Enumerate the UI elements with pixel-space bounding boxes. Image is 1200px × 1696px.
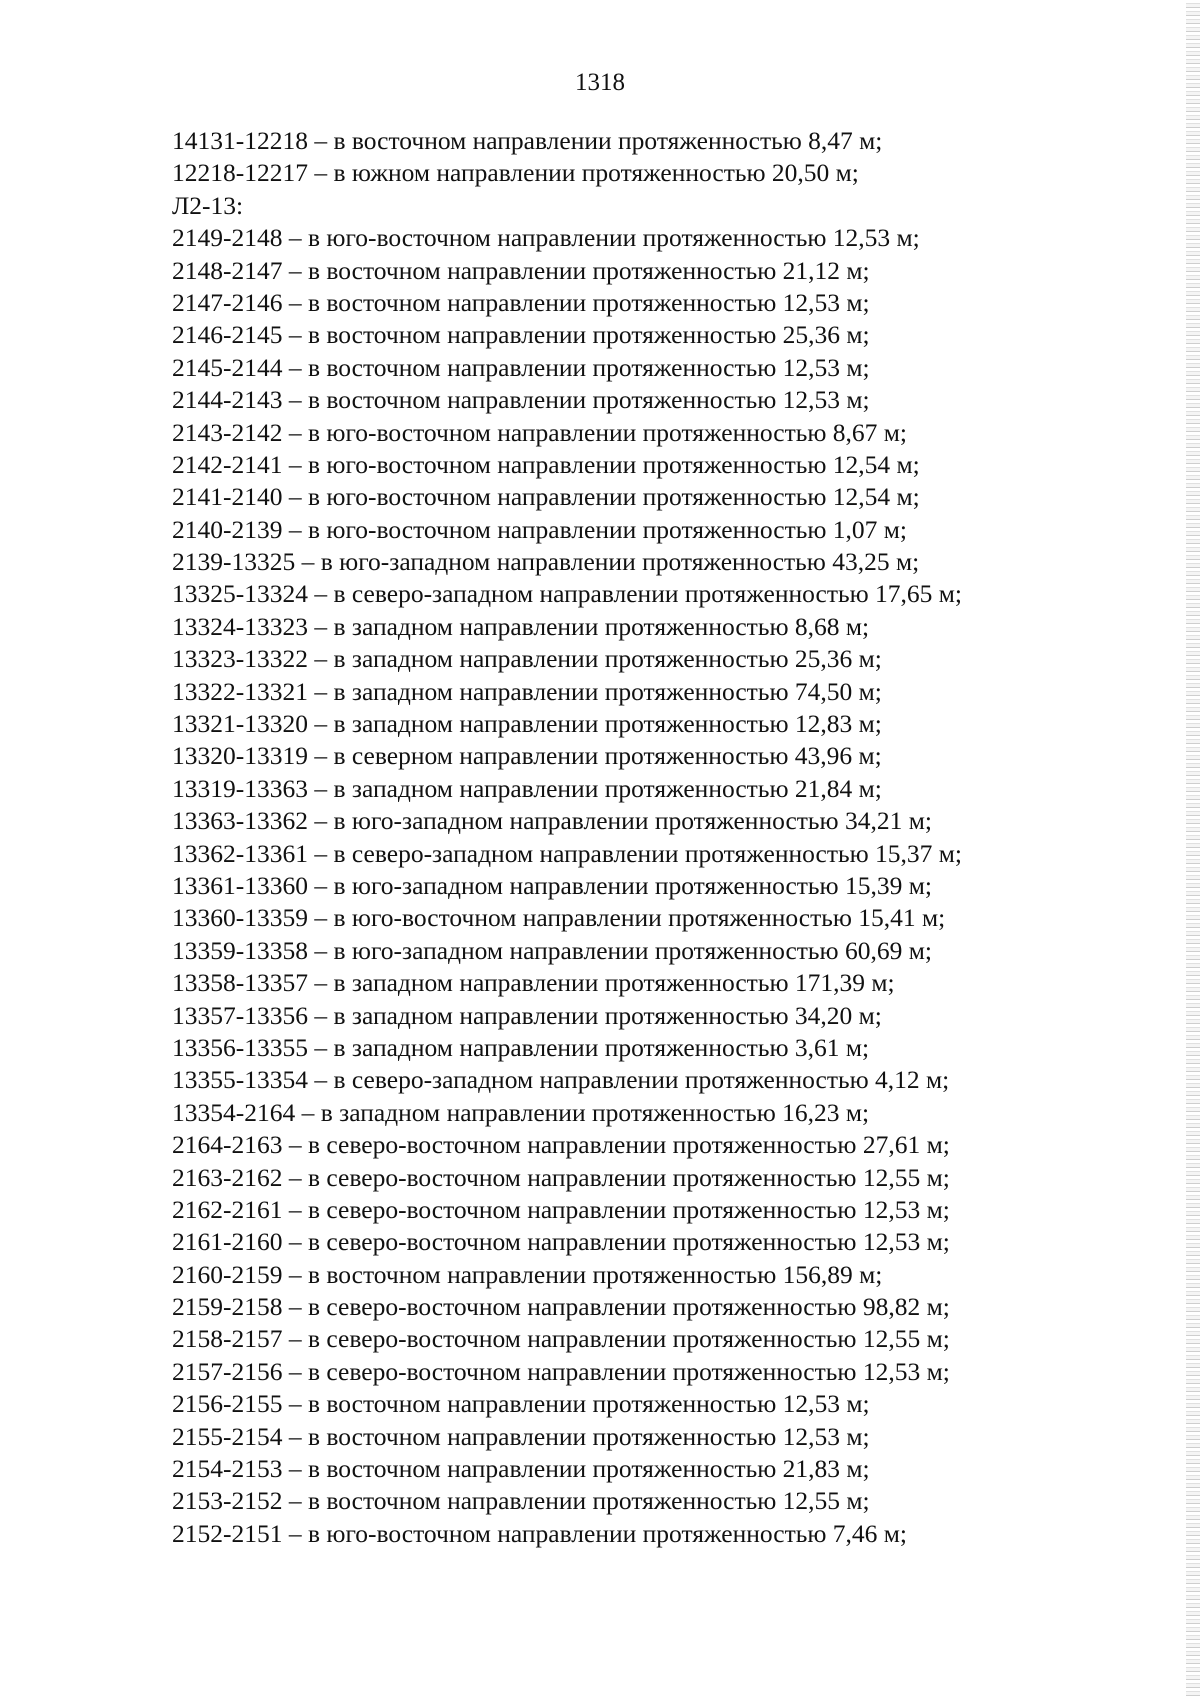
list-item: 13323-13322 – в западном направлении протяженностью 25,36 м; xyxy=(172,644,882,674)
list-item: 2139-13325 – в юго-западном направлении протяженностью 43,25 м; xyxy=(172,547,920,577)
list-item: 2156-2155 – в восточном направлении протяженностью 12,53 м; xyxy=(172,1389,870,1419)
list-item: 13321-13320 – в западном направлении протяженностью 12,83 м; xyxy=(172,709,882,739)
list-item: 2141-2140 – в юго-восточном направлении протяженностью 12,54 м; xyxy=(172,482,920,512)
list-item: 13361-13360 – в юго-западном направлении протяженностью 15,39 м; xyxy=(172,870,932,900)
list-item: 2149-2148 – в юго-восточном направлении протяженностью 12,53 м; xyxy=(172,223,920,253)
list-item: 2147-2146 – в восточном направлении протяженностью 12,53 м; xyxy=(172,287,870,317)
list-item: 2145-2144 – в восточном направлении протяженностью 12,53 м; xyxy=(172,352,870,382)
list-item: 2153-2152 – в восточном направлении протяженностью 12,55 м; xyxy=(172,1486,870,1516)
list-item: 12218-12217 – в южном направлении протяженностью 20,50 м; xyxy=(172,158,859,188)
list-item: 13319-13363 – в западном направлении протяженностью 21,84 м; xyxy=(172,773,882,803)
list-item: 2162-2161 – в северо-восточном направлении протяженностью 12,53 м; xyxy=(172,1194,950,1224)
list-item: 2154-2153 – в восточном направлении протяженностью 21,83 м; xyxy=(172,1454,870,1484)
list-item: 13322-13321 – в западном направлении протяженностью 74,50 м; xyxy=(172,676,882,706)
page-number: 1318 xyxy=(575,69,625,96)
list-item: 14131-12218 – в восточном направлении протяженностью 8,47 м; xyxy=(172,126,883,155)
list-item: 13359-13358 – в юго-западном направлении протяженностью 60,69 м; xyxy=(172,935,932,965)
list-item: 2155-2154 – в восточном направлении протяженностью 12,53 м; xyxy=(172,1421,870,1451)
section-label: Л2-13: xyxy=(172,190,244,220)
boundary-description-list xyxy=(172,125,1132,1550)
list-item: 2164-2163 – в северо-восточном направлении протяженностью 27,61 м; xyxy=(172,1130,950,1160)
list-item: 2158-2157 – в северо-восточном направлении протяженностью 12,55 м; xyxy=(172,1324,950,1354)
list-item: 13363-13362 – в юго-западном направлении протяженностью 34,21 м; xyxy=(172,806,932,836)
list-item: 13320-13319 – в северном направлении протяженностью 43,96 м; xyxy=(172,741,882,771)
list-item: 13357-13356 – в западном направлении протяженностью 34,20 м; xyxy=(172,1000,882,1030)
list-item: 13358-13357 – в западном направлении протяженностью 171,39 м; xyxy=(172,968,895,998)
list-item: 13325-13324 – в северо-западном направлении протяженностью 17,65 м; xyxy=(172,579,962,609)
list-item: 13354-2164 – в западном направлении протяженностью 16,23 м; xyxy=(172,1097,870,1127)
list-item: 2161-2160 – в северо-восточном направлении протяженностью 12,53 м; xyxy=(172,1227,950,1257)
list-item: 2157-2156 – в северо-восточном направлении протяженностью 12,53 м; xyxy=(172,1356,950,1386)
scan-edge-artifact xyxy=(1186,0,1200,1696)
list-item: 2140-2139 – в юго-восточном направлении протяженностью 1,07 м; xyxy=(172,514,908,544)
list-item: 2143-2142 – в юго-восточном направлении протяженностью 8,67 м; xyxy=(172,417,908,447)
list-item: 13362-13361 – в северо-западном направлении протяженностью 15,37 м; xyxy=(172,838,962,868)
list-item: 2159-2158 – в северо-восточном направлении протяженностью 98,82 м; xyxy=(172,1292,950,1322)
list-item: 13324-13323 – в западном направлении протяженностью 8,68 м; xyxy=(172,611,870,641)
list-item: 2152-2151 – в юго-восточном направлении протяженностью 7,46 м; xyxy=(172,1518,908,1548)
list-item: 2142-2141 – в юго-восточном направлении протяженностью 12,54 м; xyxy=(172,449,920,479)
list-item: 2144-2143 – в восточном направлении протяженностью 12,53 м; xyxy=(172,385,870,415)
list-item: 13356-13355 – в западном направлении протяженностью 3,61 м; xyxy=(172,1032,870,1062)
list-item: 2146-2145 – в восточном направлении протяженностью 25,36 м; xyxy=(172,320,870,350)
list-item: 2163-2162 – в северо-восточном направлении протяженностью 12,55 м; xyxy=(172,1162,950,1192)
list-item: 13360-13359 – в юго-восточном направлении протяженностью 15,41 м; xyxy=(172,903,946,933)
list-item: 13355-13354 – в северо-западном направлении протяженностью 4,12 м; xyxy=(172,1065,950,1095)
list-item: 2148-2147 – в восточном направлении протяженностью 21,12 м; xyxy=(172,255,870,285)
list-item: 2160-2159 – в восточном направлении протяженностью 156,89 м; xyxy=(172,1259,883,1289)
